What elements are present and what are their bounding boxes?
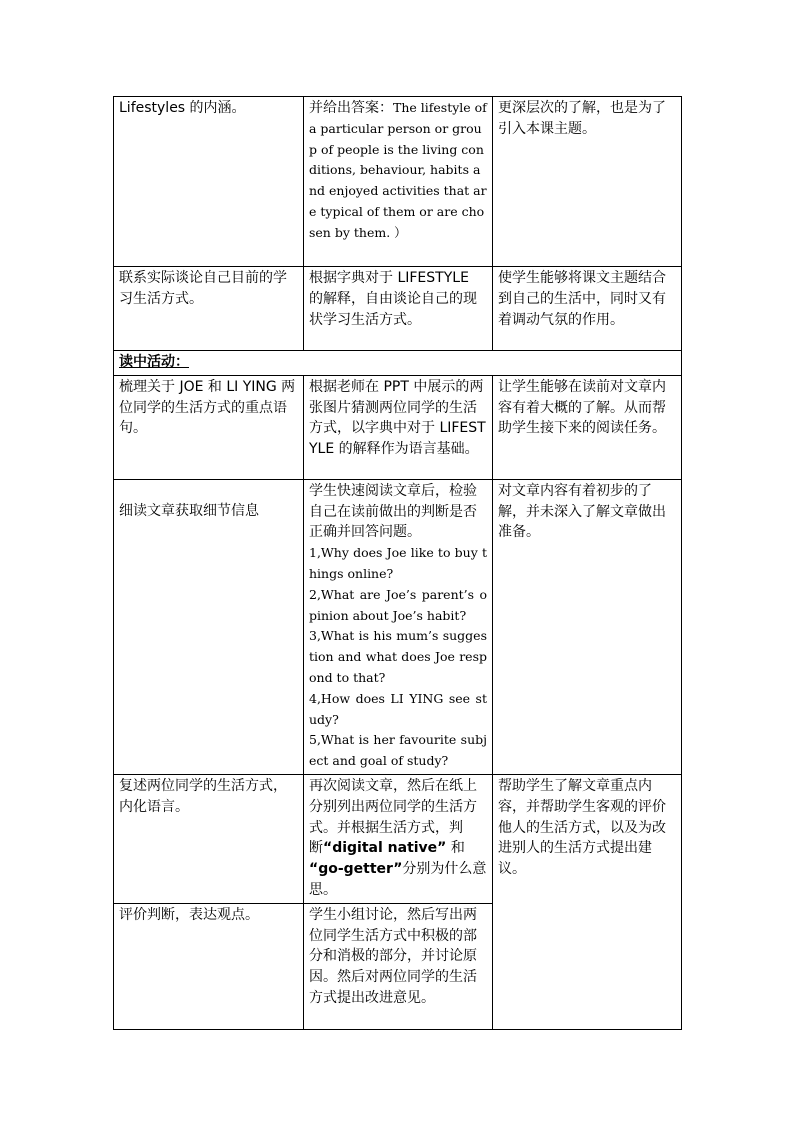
method-cell [304, 267, 493, 351]
question-list [309, 543, 487, 772]
activity-text: 联系实际谈论自己目前的学习生活方式。 [119, 270, 287, 307]
purpose-text: 让学生能够在读前对文章内容有着大概的了解。从而帮助学生接下来的阅读任务。 [498, 378, 666, 437]
table-row [114, 97, 682, 267]
method-text: 根据老师在 PPT 中展示的两张图片猜测两位同学的生活方式，以字典中对于 LIFESTYLE 的解释作为语言基础。 [309, 378, 486, 458]
purpose-cell [493, 97, 682, 267]
question-item: 5,What is her favourite subject and goal of study? [309, 732, 487, 769]
question-item: 2,What are Joe’s parent’s opinion about Joe’s habit? [309, 586, 487, 623]
method-intro: 学生快速阅读文章后，检验自己在读前做出的判断是否正确并回答问题。 [309, 482, 477, 541]
activity-text: 梳理关于 JOE 和 LI YING 两位同学的生活方式的重点语句。 [119, 378, 296, 437]
method-text-b: 分别为什么意思。 [309, 861, 487, 898]
method-cell [304, 97, 493, 267]
method-text-a: 再次阅读文章，然后在纸上分别列出两位同学的生活方式。并根据生活方式，判断 [309, 777, 477, 857]
method-cell [304, 479, 493, 774]
method-text: 根据字典对于 LIFESTYLE 的解释，自由谈论自己的现状学习生活方式。 [309, 270, 477, 328]
lifestyle-definition: The lifestyle of a particular person or group of people is the living conditions, behaviour, habits and enjoyed activities that are typical of them or are chosen by them. ） [309, 100, 487, 240]
activity-text: 细读文章获取细节信息 [119, 502, 259, 519]
method-text-mid: 和 [450, 840, 465, 857]
activity-cell [114, 267, 304, 351]
table-row [114, 774, 682, 903]
table-row [114, 375, 682, 479]
method-prefix: 并给出答案： [309, 100, 393, 116]
purpose-cell [493, 375, 682, 479]
section-row [114, 351, 682, 376]
activity-text: 评价判断，表达观点。 [119, 906, 259, 923]
activity-cell [114, 774, 304, 903]
method-cell [304, 774, 493, 903]
term-digital-native: “digital native” [323, 840, 447, 857]
question-item: 3,What is his mum’s suggestion and what does Joe respond to that? [309, 628, 487, 685]
activity-text: 复述两位同学的生活方式，内化语言。 [119, 777, 287, 815]
activity-cell [114, 903, 304, 1029]
section-label: 读中活动： [119, 354, 189, 370]
purpose-text: 帮助学生了解文章重点内容，并帮助学生客观的评价他人的生活方式，以及为改进别人的生活方式提出建议。 [498, 777, 666, 878]
table-row [114, 479, 682, 774]
term-go-getter: “go-getter” [309, 861, 403, 878]
lesson-plan-table [113, 96, 682, 1030]
activity-cell [114, 97, 304, 267]
method-cell [304, 375, 493, 479]
method-cell [304, 903, 493, 1029]
purpose-cell [493, 774, 682, 1029]
purpose-text: 使学生能够将课文主题结合到自己的生活中，同时又有着调动气氛的作用。 [498, 270, 666, 328]
section-cell [114, 351, 682, 376]
purpose-cell [493, 267, 682, 351]
purpose-cell [493, 479, 682, 774]
question-item: 1,Why does Joe like to buy things online? [309, 545, 487, 581]
activity-cell [114, 375, 304, 479]
activity-cell [114, 479, 304, 774]
purpose-text: 对文章内容有着初步的了解，并未深入了解文章做出准备。 [498, 482, 666, 541]
method-text: 学生小组讨论，然后写出两位同学生活方式中积极的部分和消极的部分，并讨论原因。然后对两位同学的生活方式提出改进意见。 [309, 906, 477, 1006]
table-row [114, 267, 682, 351]
activity-text: Lifestyles 的内涵。 [119, 100, 246, 116]
question-item: 4,How does LI YING see study? [309, 690, 487, 727]
purpose-text: 更深层次的了解，也是为了引入本课主题。 [498, 100, 666, 137]
